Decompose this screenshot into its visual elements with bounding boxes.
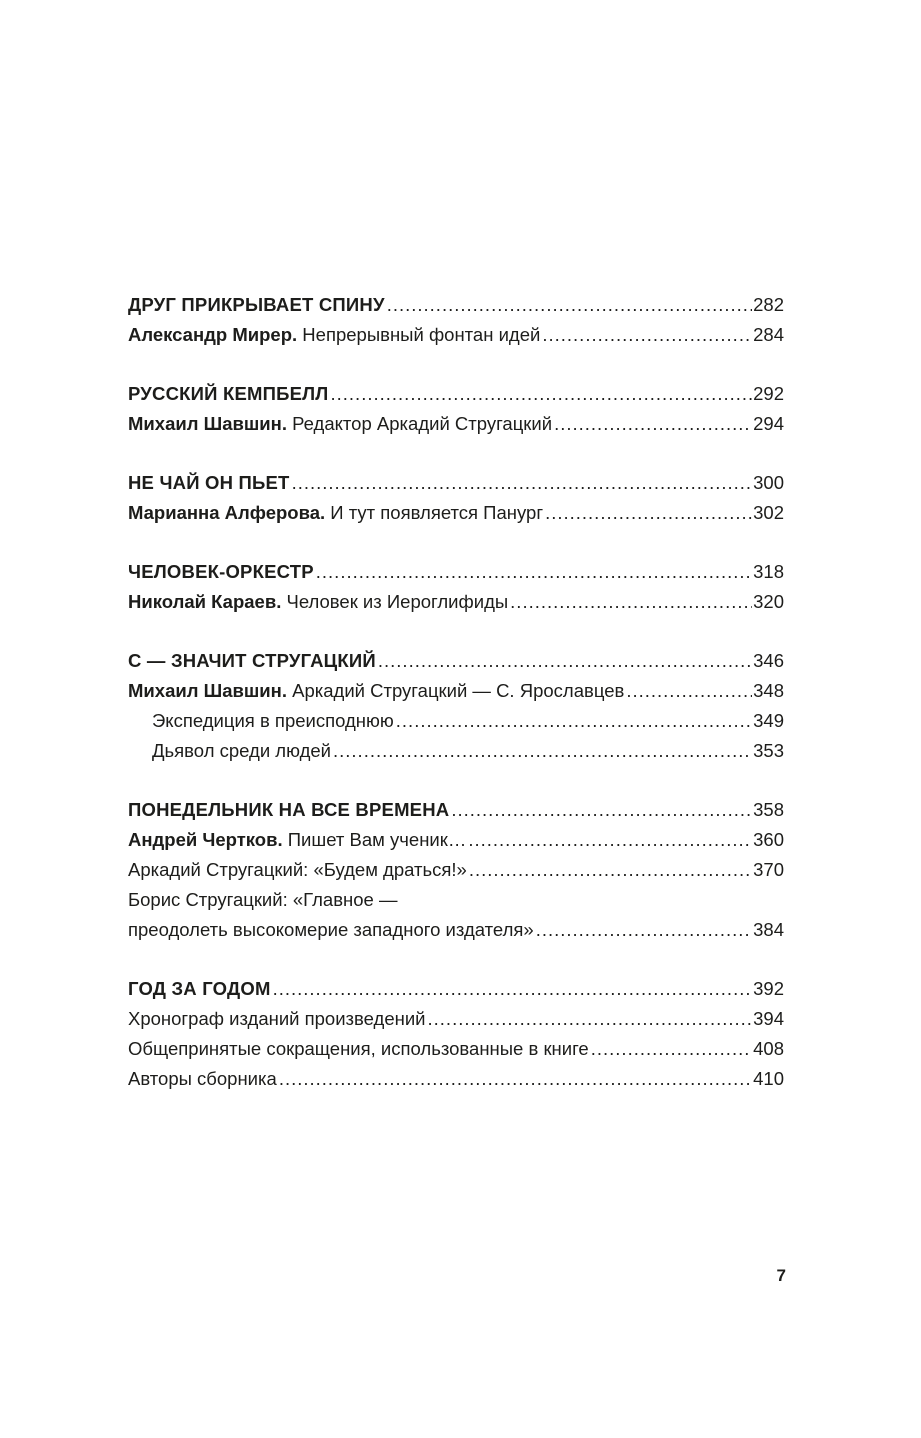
dot-leader xyxy=(378,646,752,676)
page-ref: 408 xyxy=(753,1038,784,1059)
entry-title: Аркадий Стругацкий: «Будем драться!» xyxy=(128,859,467,880)
toc-heading[interactable] xyxy=(128,646,784,676)
entry-title: Непрерывный фонтан идей xyxy=(297,324,541,345)
toc-heading[interactable] xyxy=(128,557,784,587)
entry-author: Андрей Чертков. xyxy=(128,829,283,850)
dot-leader xyxy=(626,676,752,706)
toc-entry[interactable] xyxy=(128,409,784,439)
toc-heading[interactable] xyxy=(128,974,784,1004)
dot-leader xyxy=(591,1034,752,1064)
toc-entry[interactable] xyxy=(128,1004,784,1034)
heading-title: РУССКИЙ КЕМПБЕЛЛ xyxy=(128,383,329,404)
page-ref: 349 xyxy=(753,710,784,731)
dot-leader xyxy=(387,290,752,320)
heading-title: ГОД ЗА ГОДОМ xyxy=(128,978,271,999)
page-ref: 370 xyxy=(753,859,784,880)
toc-section xyxy=(128,974,784,1094)
entry-title: Человек из Иероглифиды xyxy=(281,591,509,612)
entry-text xyxy=(128,409,552,439)
toc-entry[interactable] xyxy=(128,1034,784,1064)
heading-title: ПОНЕДЕЛЬНИК НА ВСЕ ВРЕМЕНА xyxy=(128,799,450,820)
page-ref: 384 xyxy=(753,919,784,940)
entry-text xyxy=(128,320,540,350)
dot-leader xyxy=(396,706,752,736)
page-ref: 292 xyxy=(753,383,784,404)
toc-section xyxy=(128,379,784,439)
toc-entry[interactable] xyxy=(128,855,784,885)
toc-entry[interactable] xyxy=(128,1064,784,1094)
toc-entry-line-1[interactable] xyxy=(128,885,784,915)
toc-entry[interactable] xyxy=(128,320,784,350)
entry-author: Михаил Шавшин. xyxy=(128,680,287,701)
toc-entry[interactable] xyxy=(128,825,784,855)
dot-leader xyxy=(428,1004,753,1034)
entry-text xyxy=(128,498,543,528)
dot-leader xyxy=(316,557,752,587)
toc-section xyxy=(128,290,784,350)
entry-title: Дьявол среди людей xyxy=(152,740,331,761)
toc-heading[interactable] xyxy=(128,795,784,825)
toc-heading[interactable] xyxy=(128,379,784,409)
page-ref: 360 xyxy=(753,829,784,850)
dot-leader xyxy=(536,915,752,945)
page-ref: 394 xyxy=(753,1008,784,1029)
page-number: 7 xyxy=(776,1266,786,1285)
page-ref: 302 xyxy=(753,502,784,523)
dot-leader xyxy=(292,468,753,498)
page-ref: 346 xyxy=(753,650,784,671)
page-ref: 348 xyxy=(753,680,784,701)
entry-author: Николай Караев. xyxy=(128,591,282,612)
entry-title: Экспедиция в преисподнюю xyxy=(152,710,394,731)
toc-entry[interactable] xyxy=(128,498,784,528)
page-ref: 294 xyxy=(753,413,784,434)
heading-title: ДРУГ ПРИКРЫВАЕТ СПИНУ xyxy=(128,294,385,315)
page-ref: 410 xyxy=(753,1068,784,1089)
entry-title: Аркадий Стругацкий — С. Ярославцев xyxy=(286,680,625,701)
toc-section xyxy=(128,468,784,528)
dot-leader xyxy=(545,498,752,528)
toc-section xyxy=(128,795,784,945)
page-ref: 284 xyxy=(753,324,784,345)
entry-title: Хронограф изданий произведений xyxy=(128,1008,426,1029)
toc-heading[interactable] xyxy=(128,468,784,498)
page-ref: 353 xyxy=(753,740,784,761)
toc-section xyxy=(128,557,784,617)
entry-title: Общепринятые сокращения, использованные в книге xyxy=(128,1038,589,1059)
entry-title: преодолеть высокомерие западного издателя» xyxy=(128,919,534,940)
page-ref: 392 xyxy=(753,978,784,999)
toc-heading[interactable] xyxy=(128,290,784,320)
page-ref: 358 xyxy=(753,799,784,820)
dot-leader xyxy=(451,795,752,825)
dot-leader xyxy=(554,409,752,439)
dot-leader xyxy=(279,1064,752,1094)
heading-title: С — ЗНАЧИТ СТРУГАЦКИЙ xyxy=(128,650,376,671)
entry-title: Пишет Вам ученик… xyxy=(282,829,467,850)
entry-title: Авторы сборника xyxy=(128,1068,277,1089)
toc-subentry[interactable] xyxy=(128,706,784,736)
toc-entry-line-2[interactable] xyxy=(128,915,784,945)
dot-leader xyxy=(468,825,752,855)
page-ref: 320 xyxy=(753,591,784,612)
dot-leader xyxy=(333,736,752,766)
dot-leader xyxy=(542,320,752,350)
page-ref: 300 xyxy=(753,472,784,493)
entry-author: Михаил Шавшин. xyxy=(128,413,287,434)
dot-leader xyxy=(273,974,753,1004)
heading-title: ЧЕЛОВЕК-ОРКЕСТР xyxy=(128,561,314,582)
heading-title: НЕ ЧАЙ ОН ПЬЕТ xyxy=(128,472,290,493)
dot-leader xyxy=(510,587,752,617)
table-of-contents xyxy=(128,290,784,1123)
entry-author: Марианна Алферова. xyxy=(128,502,326,523)
entry-title: Редактор Аркадий Стругацкий xyxy=(286,413,553,434)
toc-entry[interactable] xyxy=(128,676,784,706)
toc-subentry[interactable] xyxy=(128,736,784,766)
entry-author: Александр Мирер. xyxy=(128,324,298,345)
entry-text xyxy=(128,676,624,706)
entry-text xyxy=(128,587,508,617)
dot-leader xyxy=(469,855,752,885)
entry-title: И тут появляется Панург xyxy=(325,502,544,523)
page-ref: 318 xyxy=(753,561,784,582)
toc-section xyxy=(128,646,784,766)
dot-leader xyxy=(331,379,753,409)
entry-title: Борис Стругацкий: «Главное — xyxy=(128,889,398,910)
page-ref: 282 xyxy=(753,294,784,315)
entry-text xyxy=(128,825,466,855)
toc-entry[interactable] xyxy=(128,587,784,617)
